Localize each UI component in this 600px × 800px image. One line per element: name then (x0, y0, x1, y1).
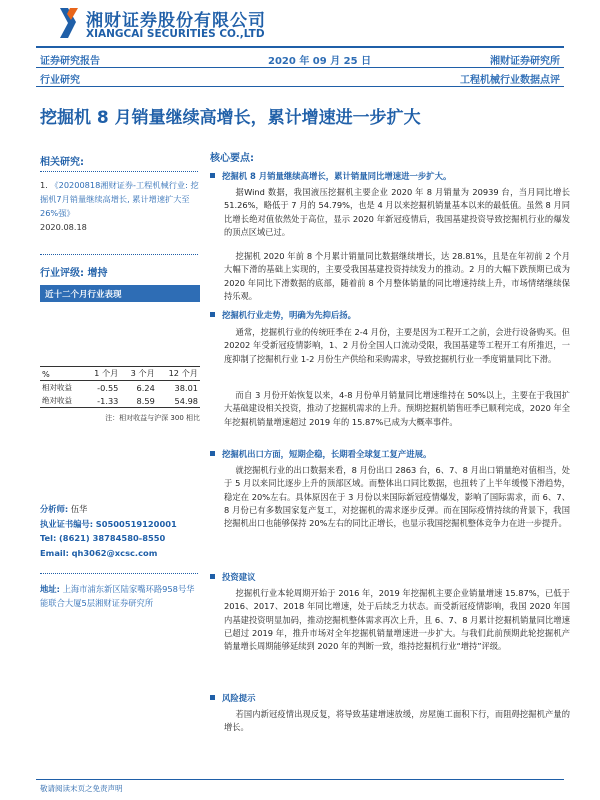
section-heading-text: 挖掘机出口方面，短期企稳，长期看全球复工复产进展。 (222, 449, 432, 459)
analyst-name: 伍华 (70, 504, 88, 514)
table-cell: 38.01 (174, 382, 198, 393)
email-link[interactable]: qh3062@xcsc.com (71, 547, 158, 558)
address-block (40, 582, 200, 610)
paragraph: 就挖掘机行业的出口数据来看，8 月份出口 2863 台，6、7、8 月出口销量绝对值相当，处于 5 月以来同比逐步上升的顶部区域。而整体出口同比数据，也扭转了上半年缓慢下滑趋势，稳定在 20%左右。具体原因在于 3 月份以来国际新冠疫情爆发，影响了国际需求，而 6、7、8 月份已有多数国家复产复工，对挖掘机的需求逐步反弹。而在国际疫情持续的背景下，我国挖掘机出口也能够保持 20%左右的同比正增长，也显示我国挖掘机整体竞争力在进一步提升。 (224, 465, 570, 529)
performance-title: 近十二个月行业表现 (40, 285, 200, 302)
table-row (40, 381, 200, 395)
table-header: % (42, 368, 50, 379)
report-category: 行业研究 (40, 75, 80, 86)
company-name-en: XIANGCAI SECURITIES CO.,LTD (86, 28, 265, 40)
table-header: 3 个月 (130, 368, 155, 378)
table-cell: -1.33 (97, 395, 119, 406)
table-header: 1 个月 (94, 368, 119, 378)
row-label: 绝对收益 (42, 396, 72, 405)
cert-number: S0500519120001 (95, 518, 177, 529)
table-cell: 8.59 (136, 395, 155, 406)
bullet-square-icon (210, 312, 215, 317)
section-heading-text: 挖掘机 8 月销量继续高增长，累计销量同比增速进一步扩大。 (222, 171, 452, 181)
performance-table (40, 366, 200, 408)
section-heading-text: 风险提示 (222, 693, 256, 703)
related-date: 2020.08.18 (40, 222, 87, 232)
paragraph: 若国内新冠疫情出现反复，将导致基建增速放缓，房屋施工面积下行，而阻碍挖掘机产量的增长。 (224, 709, 570, 733)
analyst-info (40, 502, 200, 560)
section-heading-text: 投资建议 (222, 572, 256, 582)
paragraph: 据Wind 数据，我国液压挖掘机主要企业 2020 年 8 月销量为 20939 台，当月同比增长 51.26%，略低于 7 月的 54.79%，也是 4 月以来挖掘机销量基本以来的最低值。虽然 8 月同比增长绝对值依然处于高位，显示 2020 年新冠疫情后，我国基建投资导致挖掘机行业的爆发的顶点区域已过。 (224, 187, 570, 237)
paragraph: 挖掘机行业本轮周期开始于 2016 年，2019 年挖掘机主要企业销量增速 15.87%，已低于 2016、2017、2018 年同比增速，处于后续乏力状态。而受新冠疫情影响，我国 2020 年国内基建投资明显加码，推动挖掘机整体需求再次上升，且 6、7、8 月累计挖掘机销量同比增速已超过 2019 年，推升市场对全年挖掘机销量增速进一步扩大。与我们此前预期此轮挖掘机产销量增长周期能够延续到 2020 年的判断一致，维持挖掘机行业“增持”评级。 (224, 588, 570, 652)
performance-chart-area (40, 304, 200, 364)
analyst-label: 分析师: (40, 504, 69, 514)
paragraph: 通常，挖掘机行业的传统旺季在 2-4 月份，主要是因为工程开工之前，会进行设备购买。但 20202 年受新冠疫情影响，1、2 月份全国人口流动受限，我国基建等工程开工有所推迟，一度抑制了挖掘机行业 1-2 月份生产供给和采购需求，导致挖掘机行业一季度销量同比下滑。 (224, 327, 570, 364)
paragraph: 挖掘机 2020 年前 8 个月累计销量同比数据继续增长，达 28.81%，且是在年初前 2 个月大幅下滑的基础上实现的，主要受我国基建投资持续发力的推动。2 月的大幅下跌预期已成为 2020 年同比下滑数据的底部，随着前 8 个月整体销量的同比增速持续上升，市场情绪继续保持乐观。 (224, 251, 570, 301)
related-research-title: 相关研究: (40, 157, 84, 168)
report-subcategory: 工程机械行业数据点评 (460, 75, 560, 86)
tel-number: (8621) 38784580-8550 (59, 533, 166, 543)
bullet-square-icon (210, 574, 215, 579)
row-label: 相对收益 (42, 383, 72, 392)
divider (40, 171, 198, 172)
email-label: Email: (40, 547, 69, 558)
tel-label: Tel: (40, 533, 57, 543)
table-header: 12 个月 (168, 368, 198, 378)
header-rule-mid (36, 67, 564, 68)
bullet-square-icon (210, 173, 215, 178)
section-heading (210, 571, 570, 583)
divider (40, 573, 198, 574)
section-heading (210, 170, 570, 182)
address-label: 地址: (40, 584, 60, 594)
logo-mark-icon (58, 6, 80, 40)
table-cell: 6.24 (136, 382, 155, 393)
table-cell: -0.55 (97, 382, 119, 393)
related-report-link[interactable]: 《20200818湘财证券-工程机械行业: 挖掘机7月销量继续高增长, 累计增速扩大至26%强》 (40, 180, 199, 218)
paragraph: 而自 3 月份开始恢复以来，4-8 月份单月销量同比增速维持在 50%以上，主要在于我国扩大基础建设相关投资，推动了挖掘机需求的上升。预期挖掘机销售旺季已顺利完成，2020 年全年挖掘机销量增速超过 2019 年的 15.87%已成为大概率事件。 (224, 390, 570, 427)
table-cell: 54.98 (174, 395, 198, 406)
related-index: 1. (40, 180, 48, 190)
report-type: 证券研究报告 (40, 56, 100, 67)
header-rule-top (36, 46, 564, 48)
address-text: 上海市浦东新区陆家嘴环路958号华能联合大厦5层湘财证券研究所 (40, 584, 195, 608)
key-points-title: 核心要点: (210, 153, 254, 164)
table-row (40, 394, 200, 408)
section-heading (210, 692, 570, 704)
header-rule-bottom (36, 86, 564, 87)
company-logo (58, 4, 288, 46)
bullet-square-icon (210, 451, 215, 456)
company-name-cn: 湘财证券股份有限公司 (86, 11, 266, 31)
footer-rule (36, 779, 564, 780)
cert-label: 执业证书编号: (40, 518, 94, 529)
bullet-square-icon (210, 695, 215, 700)
section-heading (210, 309, 570, 321)
performance-note: 注：相对收益与沪深 300 相比 (105, 414, 200, 422)
section-heading (210, 448, 570, 460)
divider (40, 254, 198, 255)
section-heading-text: 挖掘机行业走势，明确为先抑后扬。 (222, 310, 356, 320)
disclaimer-note: 敬请阅读末页之免责声明 (40, 784, 123, 793)
industry-rating: 行业评级: 增持 (40, 268, 108, 279)
table-header-row (40, 367, 200, 381)
related-research-item (40, 178, 200, 234)
page-title: 挖掘机 8 月销量继续高增长，累计增速进一步扩大 (40, 108, 421, 128)
report-date: 2020 年 09 月 25 日 (268, 56, 372, 67)
institute-name: 湘财证券研究所 (490, 56, 560, 67)
